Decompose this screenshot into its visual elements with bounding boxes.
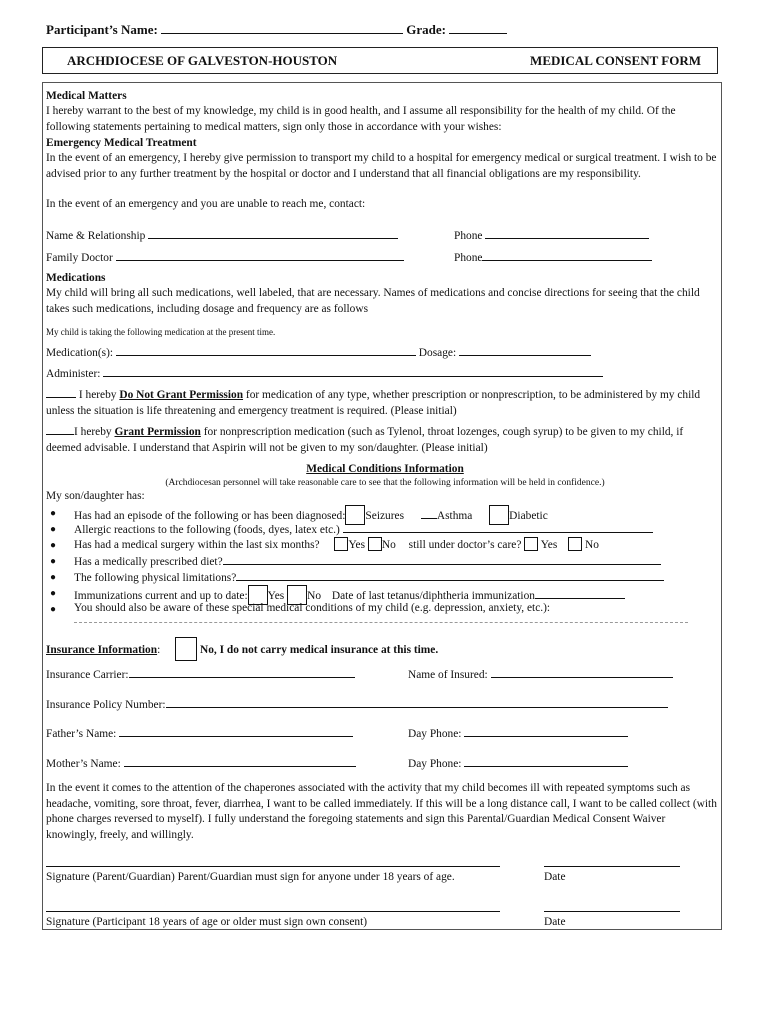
no-grant-post: for medication of any type, whether prescription or nonprescription, to be administered by my child unless the situation is life threatening and emergency treatment is required. (Please initial) [46, 389, 701, 417]
bullet: ● [50, 524, 57, 535]
dosage-label: Dosage: [418, 347, 457, 359]
form-header [42, 47, 718, 74]
diet-field[interactable] [223, 553, 661, 565]
allergic-label: Allergic reactions to the following (foods, dyes, latex etc.) [74, 524, 340, 536]
grade-field[interactable] [449, 22, 507, 34]
parent-signature-line[interactable] [46, 866, 500, 867]
bullet: ● [50, 508, 57, 519]
doctor-phone-row [454, 249, 652, 267]
mother-name-row [46, 755, 356, 773]
bullet: ● [50, 540, 57, 551]
asthma-checkbox[interactable] [421, 510, 437, 519]
grant-initial-field[interactable] [46, 423, 74, 435]
participant-date-label: Date [544, 916, 566, 928]
participant-name-label: Participant’s Name: [46, 22, 158, 37]
son-daughter-has: My son/daughter has: [46, 490, 145, 502]
medications-text: My child will bring all such medications, well labeled, that are necessary. Names of medications and concise directions for seeing that the child takes such medications, including dosage and frequency are as follows [46, 287, 700, 315]
surgery-no-label: No [381, 539, 396, 551]
seizures-label: Seizures [365, 510, 405, 522]
insurance-carrier-label: Insurance Carrier: [46, 669, 129, 681]
name-insured-field[interactable] [491, 666, 673, 678]
care-yes-label: Yes [540, 539, 558, 551]
surgery-yes-checkbox[interactable] [334, 537, 348, 551]
special-conditions-field[interactable] [74, 622, 688, 623]
grant-pre: I hereby [74, 426, 115, 438]
name-insured-label: Name of Insured: [408, 669, 488, 681]
emergency-text: In the event of an emergency, I hereby give permission to transport my child to a hospital for emergency medical or surgical treatment. I wish to be advised prior to any further treatment by the hospital or doctor and I understand that all financial obligations are my responsibility. [46, 152, 717, 180]
policy-number-label: Insurance Policy Number: [46, 699, 166, 711]
no-grant-initial-field[interactable] [46, 386, 76, 398]
participant-signature-label: Signature (Participant 18 years of age or older must sign own consent) [46, 916, 368, 928]
diagnosed-label: Has had an episode of the following or has been diagnosed: [74, 510, 346, 522]
grant-post: for nonprescription medication (such as Tylenol, throat lozenges, cough syrup) to be given to my child, if deemed advisable. I understand that Aspirin will not be given to my son/daughter. (Please initial) [46, 426, 684, 454]
participant-name-row [46, 22, 507, 38]
grade-label: Grade: [406, 22, 447, 37]
no-insurance-checkbox[interactable] [175, 637, 197, 661]
doctor-phone-label: Phone [454, 252, 483, 264]
no-grant-permission-text [46, 386, 718, 419]
mother-name-field[interactable] [124, 755, 356, 767]
care-yes-checkbox[interactable] [524, 537, 538, 551]
father-name-row [46, 725, 353, 743]
medical-matters-text: I hereby warrant to the best of my knowledge, my child is in good health, and I assume all responsibility for the health of my child. Of the following statements pertaining to medical matters, sign only those in accordance with your wishes: [46, 105, 676, 133]
asthma-label: Asthma [436, 510, 473, 522]
physical-field[interactable] [236, 569, 664, 581]
phone-label: Phone [454, 230, 483, 242]
insurance-colon: : [157, 644, 161, 656]
administer-label: Administer: [46, 368, 101, 380]
confidentiality-note: (Archdiocesan personnel will take reasonable care to see that the following information will be held in confidence.) [165, 478, 605, 488]
medical-matters-heading: Medical Matters [46, 90, 127, 102]
participant-date-line[interactable] [544, 911, 680, 912]
insurance-carrier-row [46, 666, 355, 684]
immunizations-label: Immunizations current and up to date: [74, 590, 248, 602]
mother-day-phone-label: Day Phone: [408, 758, 462, 770]
care-no-checkbox[interactable] [568, 537, 582, 551]
dosage-field[interactable] [459, 344, 591, 356]
care-no-label: No [584, 539, 599, 551]
insurance-carrier-field[interactable] [129, 666, 355, 678]
insurance-row: Insurance Information: No, I do not carry medical insurance at this time. [46, 637, 438, 661]
insurance-heading: Insurance Information [46, 644, 158, 656]
participant-name-field[interactable] [161, 22, 403, 34]
tetanus-label: Date of last tetanus/diphtheria immunization [331, 590, 535, 602]
administer-field[interactable] [103, 365, 603, 377]
family-doctor-label: Family Doctor [46, 252, 113, 264]
parent-signature-label: Signature (Parent/Guardian) Parent/Guardian must sign for anyone under 18 years of age. [46, 871, 455, 883]
contact-phone-row [454, 227, 649, 245]
name-insured-row [408, 666, 673, 684]
diet-label: Has a medically prescribed diet? [74, 556, 223, 568]
no-grant-bold: Do Not Grant Permission [119, 389, 244, 401]
surgery-row [74, 537, 599, 554]
father-day-phone-field[interactable] [464, 725, 628, 737]
medication-label: Medication(s): [46, 347, 114, 359]
surgery-label: Has had a medical surgery within the last six months? [74, 539, 320, 551]
policy-number-row [46, 696, 668, 714]
allergic-row [74, 521, 653, 539]
still-care-label: still under doctor’s care? [408, 539, 522, 551]
special-conditions-label: You should also be aware of these special medical conditions of my child (e.g. depression, anxiety, etc.): [74, 602, 551, 614]
immunizations-yes-label: Yes [267, 590, 285, 602]
diabetic-label: Diabetic [509, 510, 548, 522]
father-name-label: Father’s Name: [46, 728, 117, 740]
name-relationship-field[interactable] [148, 227, 398, 239]
doctor-phone-field[interactable] [482, 249, 652, 261]
surgery-no-checkbox[interactable] [368, 537, 382, 551]
father-day-phone-label: Day Phone: [408, 728, 462, 740]
parent-date-label: Date [544, 871, 566, 883]
no-grant-pre: I hereby [78, 389, 120, 401]
participant-signature-line[interactable] [46, 911, 500, 912]
bullet: ● [50, 604, 57, 615]
mother-phone-row [408, 755, 628, 773]
tetanus-date-field[interactable] [535, 587, 625, 599]
father-name-field[interactable] [119, 725, 353, 737]
parent-date-line[interactable] [544, 866, 680, 867]
medical-conditions-heading: Medical Conditions Information [306, 463, 464, 475]
emergency-heading: Emergency Medical Treatment [46, 137, 197, 149]
grant-permission-text [46, 423, 718, 456]
father-phone-row [408, 725, 628, 743]
name-relationship-label: Name & Relationship [46, 230, 146, 242]
medication-row [46, 344, 591, 362]
family-doctor-field[interactable] [116, 249, 404, 261]
mother-day-phone-field[interactable] [464, 755, 628, 767]
mother-name-label: Mother’s Name: [46, 758, 121, 770]
policy-number-field[interactable] [166, 696, 668, 708]
bullet: ● [50, 572, 57, 583]
contact-name-row [46, 227, 398, 245]
medication-field[interactable] [116, 344, 416, 356]
grant-bold: Grant Permission [114, 426, 201, 438]
closing-text: In the event it comes to the attention of the chaperones associated with the activity that my child becomes ill with repeated symptoms such as headache, vomiting, sore throat, fever, diarrhea, I want to be called immediately. If this will be a long distance call, I want to be called collect (with phone charges reversed to myself). I fully understand the foregoing statements and sign this Parental/Guardian Medical Consent Waiver knowingly, freely, and willingly. [46, 782, 717, 841]
physical-row [74, 569, 664, 587]
bullet: ● [50, 556, 57, 567]
family-doctor-row [46, 249, 404, 267]
medications-heading: Medications [46, 272, 106, 284]
contact-phone-field[interactable] [485, 227, 649, 239]
form-title: MEDICAL CONSENT FORM [530, 53, 701, 68]
no-insurance-label: No, I do not carry medical insurance at this time [199, 644, 436, 656]
bullet: ● [50, 588, 57, 599]
physical-label: The following physical limitations? [74, 572, 237, 584]
emergency-contact-text: In the event of an emergency and you are unable to reach me, contact: [46, 198, 366, 210]
diet-row [74, 553, 661, 571]
administer-row [46, 365, 603, 383]
surgery-yes-label: Yes [348, 539, 366, 551]
archdiocese-title: ARCHDIOCESE OF GALVESTON-HOUSTON [67, 53, 338, 68]
immunizations-no-label: No [307, 590, 322, 602]
current-medication-text: My child is taking the following medication at the present time. [46, 327, 276, 337]
allergic-field[interactable] [343, 521, 653, 533]
